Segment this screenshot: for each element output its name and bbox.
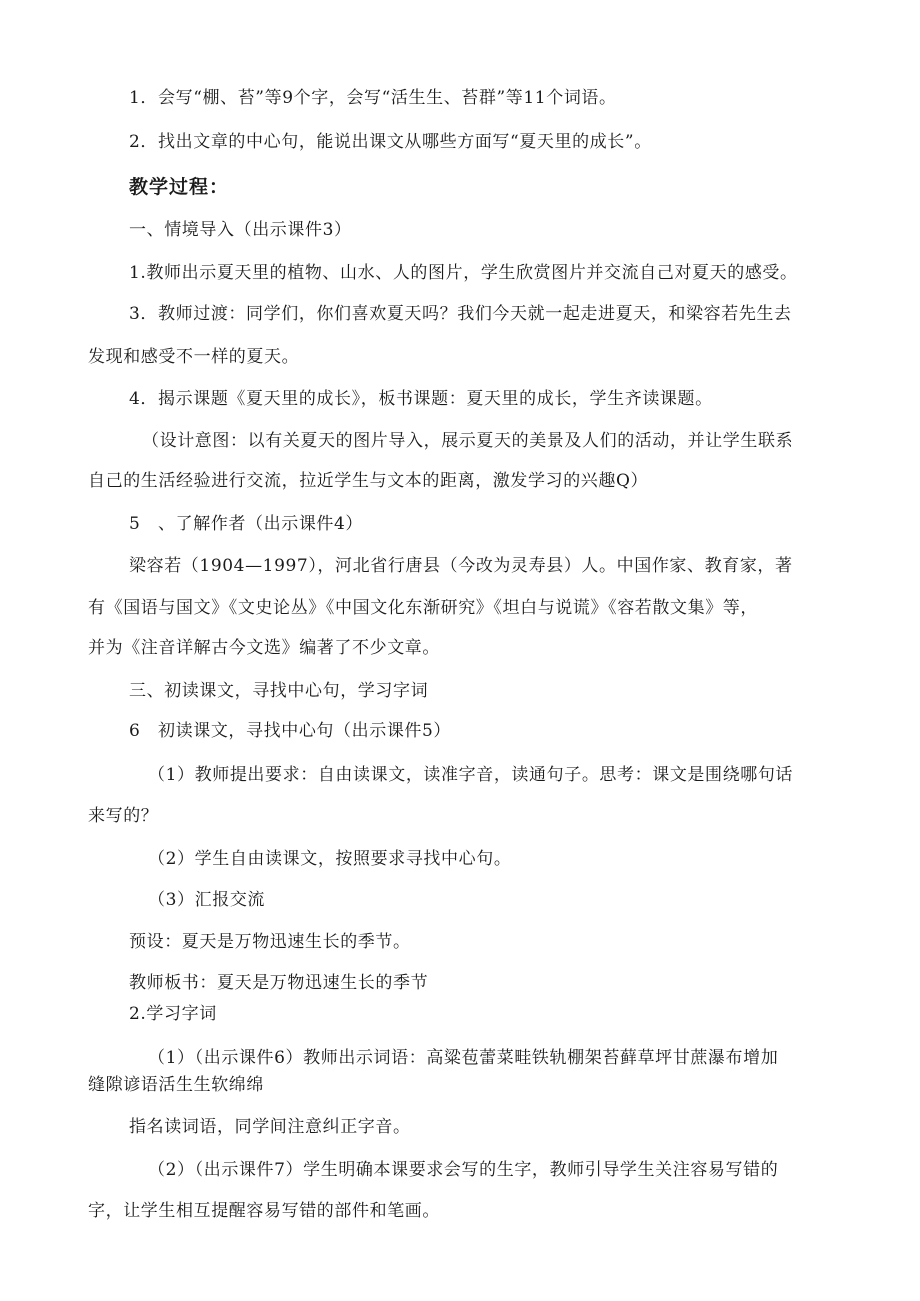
words-step-1-line-2: 缝隙谚语活生生软绵绵 <box>88 1075 264 1095</box>
intro-item-1: 1.教师出示夏天里的植物、山水、人的图片，学生欣赏图片并交流自己对夏天的感受。 <box>129 263 798 283</box>
reading-subtitle: 6 初读课文，寻找中心句（出示课件5） <box>129 721 452 741</box>
design-intent-line-1: （设计意图：以有关夏天的图片导入，展示夏天的美景及人们的活动，并让学生联系 <box>142 431 794 451</box>
preset-answer: 预设：夏天是万物迅速生长的季节。 <box>129 932 411 952</box>
words-section-title: 2.学习字词 <box>129 1004 217 1024</box>
goal-1: 1．会写“棚、苔”等9个字，会写“活生生、苔群”等11个词语。 <box>129 88 617 108</box>
goal-2: 2．找出文章的中心句，能说出课文从哪些方面写“夏天里的成长”。 <box>129 132 652 152</box>
reading-step-1-line-1: （1）教师提出要求：自由读课文，读准字音，读通句子。思考：课文是围绕哪句话 <box>148 765 794 785</box>
section-intro-title: 一、情境导入（出示课件3） <box>129 220 352 240</box>
author-bio-line-2: 有《国语与国文》《文史论丛》《中国文化东渐研究》《坦白与说谎》《容若散文集》等， <box>88 598 758 618</box>
teacher-board-note: 教师板书：夏天是万物迅速生长的季节 <box>129 973 429 993</box>
reading-step-2: （2）学生自由读课文，按照要求寻找中心句。 <box>148 849 512 869</box>
section-reading-title: 三、初读课文，寻找中心句，学习字词 <box>129 681 429 701</box>
reading-step-3: （3）汇报交流 <box>148 890 266 910</box>
words-step-1-line-1: （1）（出示课件6）教师出示词语：高粱苞蕾菜畦铁轨棚架苔藓草坪甘蔗瀑布增加 <box>148 1048 779 1068</box>
intro-item-4: 4．揭示课题《夏天里的成长》，板书课题：夏天里的成长，学生齐读课题。 <box>129 389 713 409</box>
read-words-note: 指名读词语，同学间注意纠正字音。 <box>129 1117 411 1137</box>
section-author-title: 5 、了解作者（出示课件4） <box>129 514 364 534</box>
author-bio-line-3: 并为《注音详解古今文选》编著了不少文章。 <box>88 638 440 658</box>
intro-item-3-line-2: 发现和感受不一样的夏天。 <box>88 347 300 367</box>
intro-item-3-line-1: 3．教师过渡：同学们，你们喜欢夏天吗？我们今天就一起走进夏天，和梁容若先生去 <box>129 304 792 324</box>
design-intent-line-2: 自己的生活经验进行交流，拉近学生与文本的距离，激发学习的兴趣Q） <box>88 471 649 491</box>
words-step-2-line-1: （2）（出示课件7）学生明确本课要求会写的生字，教师引导学生关注容易写错的 <box>148 1160 779 1180</box>
author-bio-line-1: 梁容若（1904—1997），河北省行唐县（今改为灵寿县）人。中国作家、教育家，著 <box>129 556 793 576</box>
reading-step-1-line-2: 来写的？ <box>88 806 159 826</box>
words-step-2-line-2: 字，让学生相互提醒容易写错的部件和笔画。 <box>88 1201 440 1221</box>
process-heading: 教学过程： <box>129 176 230 198</box>
